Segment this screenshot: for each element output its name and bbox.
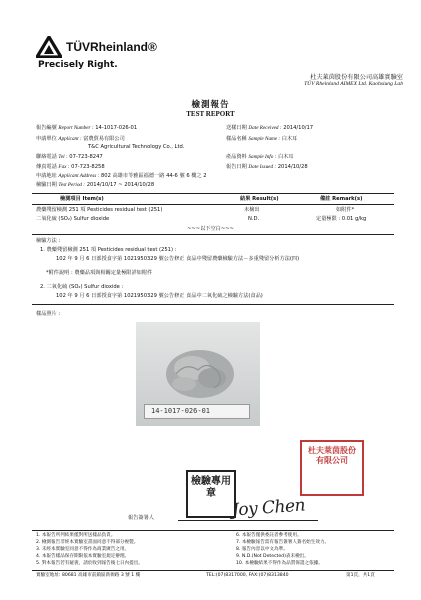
item-en: Pesticides residual test (251) xyxy=(87,207,163,213)
test-period-row xyxy=(36,182,154,189)
sample-info-row xyxy=(226,154,294,161)
label-cn: 傳真電話 xyxy=(36,164,57,170)
report-title-en: TEST REPORT xyxy=(186,110,235,118)
result-cell: 未檢出 xyxy=(244,207,260,213)
tuv-logo xyxy=(32,34,182,74)
label-en: Fax : xyxy=(58,164,70,170)
label-cn: 報告日期 xyxy=(226,164,247,170)
methods-bottom-rule xyxy=(32,304,394,305)
label-en: Date Received : xyxy=(248,125,282,131)
date-received-row xyxy=(226,125,313,132)
methods-title: 檢驗方法 : xyxy=(36,238,61,244)
label-cn: 樣品名稱 xyxy=(226,136,247,142)
label-cn: 申請單位 xyxy=(36,136,57,142)
label-cn: 報告編號 xyxy=(36,125,57,131)
tel-value: 07-723-8247 xyxy=(69,154,103,160)
address-value: 802 高雄市苓雅區福德一路 44-6 號 6 樓之 2 xyxy=(101,173,207,179)
label-en: Sample Info : xyxy=(248,154,277,160)
item-en: (SO₂) Sulfur dioxide xyxy=(58,216,110,222)
method-1-body: 102 年 9 月 6 日部授食字第 1021950329 號公告修正 食品中殘留農藥檢驗方法－多重殘留分析方法(四) xyxy=(56,256,300,262)
label-en: Date Issued : xyxy=(248,164,277,170)
table-bottom-rule xyxy=(32,234,394,235)
label-cn: 產品資料 xyxy=(226,154,247,160)
item-cn: 二氧化硫 xyxy=(36,216,57,222)
company-stamp-text: 杜夫萊茵股份有限公司 xyxy=(308,446,356,465)
sample-tag-text: 14-1017-026-01 xyxy=(151,407,211,415)
sample-name-row xyxy=(226,136,297,143)
footnote-item: 7. 本檢驗報告需有報告簽署人簽名始生效力。 xyxy=(236,540,330,545)
header-remark: 備註 Remark(s) xyxy=(320,196,363,202)
sample-photo xyxy=(136,322,260,426)
lab-name-en: TÜV Rheinland AIMEX Ltd. Kaohsiung Lab xyxy=(304,81,403,87)
signatory-label: 報告簽署人 xyxy=(128,515,154,521)
attachment-note: *附件說明 : 農藥品項與相關定量極限詳如附件 xyxy=(46,270,153,276)
sample-photo-label: 樣品照片 : xyxy=(36,311,61,317)
sample-info-value: 白木耳 xyxy=(278,154,294,160)
footnote-item: 5. 對本報告若有疑義，請於收到報告後七日內提出。 xyxy=(36,561,143,566)
report-number-value: 14-1017-026-01 xyxy=(95,125,138,131)
address-row xyxy=(36,173,207,180)
sample-tag xyxy=(144,404,250,419)
report-number-row xyxy=(36,125,137,132)
header-result: 結果 Result(s) xyxy=(240,196,279,202)
applicant-row xyxy=(36,136,125,143)
label-en: Test Period : xyxy=(58,182,86,188)
method-1-title: 1. 農藥殘留檢測 251 項 Pesticides residual test (251) : xyxy=(40,247,177,253)
footer-rule xyxy=(32,570,394,571)
footnote-item: 3. 未經本實驗室同意不得作為商業廣告之用。 xyxy=(36,547,130,552)
applicant-value-cn: 富農貿易有限公司 xyxy=(83,136,125,142)
footnote-item: 6. 本報告僅供委託者參考使用。 xyxy=(236,533,302,538)
label-en: Sample Name : xyxy=(248,136,281,142)
footnote-item: 10. 本檢驗結果不得作為品質保證之依據。 xyxy=(236,561,323,566)
table-row xyxy=(36,207,162,214)
lab-name-cn: 杜夫萊茵股份有限公司高雄實驗室 xyxy=(310,74,403,81)
inspection-seal xyxy=(186,470,236,518)
lab-contact: TEL:(07)8317000, FAX:(07)8313840 xyxy=(206,573,289,578)
signature: Joy Chen xyxy=(231,495,306,521)
table-header-rule xyxy=(32,204,394,205)
footnote-item: 4. 本報告樣品保存期限依本實驗室規定辦理。 xyxy=(36,554,130,559)
result-cell: N.D. xyxy=(248,216,260,222)
table-row xyxy=(36,216,109,223)
label-en: Applicant Address : xyxy=(58,173,100,179)
method-2-body: 102 年 9 月 6 日部授食字第 1021950329 號公告修正 食品中二氧化硫之檢驗方法(食品) xyxy=(56,293,263,299)
method-2-title: 2. 二氧化硫 (SO₂) Sulfur dioxide : xyxy=(40,284,124,290)
label-en: Tel : xyxy=(58,154,68,160)
label-cn: 申請地址 xyxy=(36,173,57,179)
footnote-item: 9. N.D.(Not Detected)表未檢出。 xyxy=(236,554,309,559)
label-cn: 檢驗日期 xyxy=(36,182,57,188)
remark-cell: 定量極限 : 0.01 g/kg xyxy=(316,216,367,222)
label-cn: 送樣日期 xyxy=(226,125,247,131)
inspection-seal-text: 檢驗專用章 xyxy=(191,476,231,499)
item-cn: 農藥殘留檢測 251 項 xyxy=(36,207,86,213)
report-title-cn: 檢測報告 xyxy=(191,100,230,110)
test-period-value: 2014/10/17 ~ 2014/10/28 xyxy=(86,182,155,188)
footnote-item: 2. 檢測報告非經本實驗室書面同意不得部分複製。 xyxy=(36,540,139,545)
applicant-value-en: T&C Agricultural Technology Co., Ltd. xyxy=(88,144,185,150)
table-top-rule xyxy=(32,193,394,194)
footnote-item: 1. 本報告所列結果僅對所送樣品負責。 xyxy=(36,533,116,538)
label-en: Applicant : xyxy=(58,136,82,142)
page-number: 第1頁，共1頁 xyxy=(346,573,375,578)
triangle-logo-icon xyxy=(36,36,62,58)
end-of-table-mark: ~~~以下空白~~~ xyxy=(187,226,234,232)
remark-cell: 如附件* xyxy=(336,207,355,213)
label-cn: 聯絡電話 xyxy=(36,154,57,160)
sample-name-value: 白木耳 xyxy=(281,136,298,142)
label-en: Report Number : xyxy=(58,125,94,131)
header-item: 檢測項目 Item(s) xyxy=(60,196,104,202)
date-issued-row xyxy=(226,164,308,171)
fax-value: 07-723-8258 xyxy=(71,164,105,170)
tel-row xyxy=(36,154,103,161)
brand-name: TÜVRheinland® xyxy=(66,40,157,54)
footnote-item: 8. 報告內容以中文為準。 xyxy=(236,547,288,552)
signature-line xyxy=(178,520,318,521)
date-received-value: 2014/10/17 xyxy=(283,125,314,131)
fax-row xyxy=(36,164,105,171)
date-issued-value: 2014/10/28 xyxy=(277,164,308,170)
lab-address: 實驗室地址: 80681 高雄市前鎮區新衙路 3 號 1 樓 xyxy=(36,573,141,578)
footnotes-top-rule xyxy=(32,530,394,531)
company-stamp xyxy=(300,440,364,496)
brand-tagline: Precisely Right. xyxy=(38,60,118,70)
